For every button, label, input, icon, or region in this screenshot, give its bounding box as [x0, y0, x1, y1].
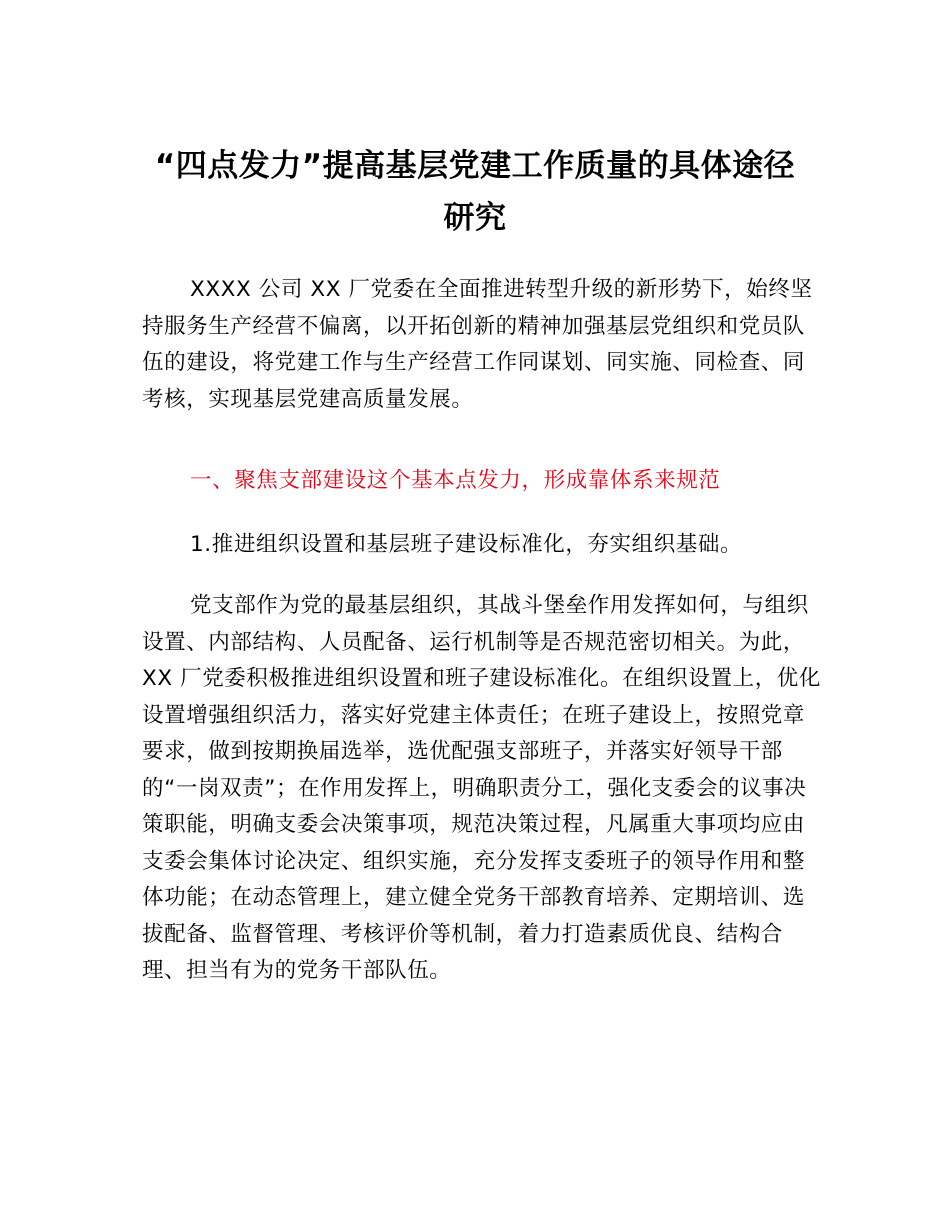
subsection-heading: 1.推进组织设置和基层班子建设标准化，夯实组织基础。 [190, 532, 743, 557]
document-title: “四点发力”提高基层党建工作质量的具体途径研究 [154, 148, 796, 236]
intro-paragraph: XXXX 公司 XX 厂党委在全面推进转型升级的新形势下，始终坚持服务生产经营不偏离，以开拓创新的精神加强基层党组织和党员队伍的建设，将党建工作与生产经营工作同谋划、同实施、同检查、同考核，实现基层党建高质量发展。 [142, 277, 813, 412]
section-heading: 一、聚焦支部建设这个基本点发力，形成靠体系来规范 [190, 468, 721, 493]
body-paragraph: 党支部作为党的最基层组织，其战斗堡垒作用发挥如何，与组织设置、内部结构、人员配备、运行机制等是否规范密切相关。为此，XX 厂党委积极推进组织设置和班子建设标准化。在组织设置上，优化设置增强组织活力，落实好党建主体责任；在班子建设上，按照党章要求，做到按期换届选举，选优配强支部班子，并落实好领导干部的“一岗双责”；在作用发挥上，明确职责分工，强化支委会的议事决策职能，明确支委会决策事项，规范决策过程，凡属重大事项均应由支委会集体讨论决定、组织实施，充分发挥支委班子的领导作用和整体功能；在动态管理上，建立健全党务干部教育培养、定期培训、选拔配备、监督管理、考核评价等机制，着力打造素质优良、结构合理、担当有为的党务干部队伍。 [142, 593, 821, 983]
